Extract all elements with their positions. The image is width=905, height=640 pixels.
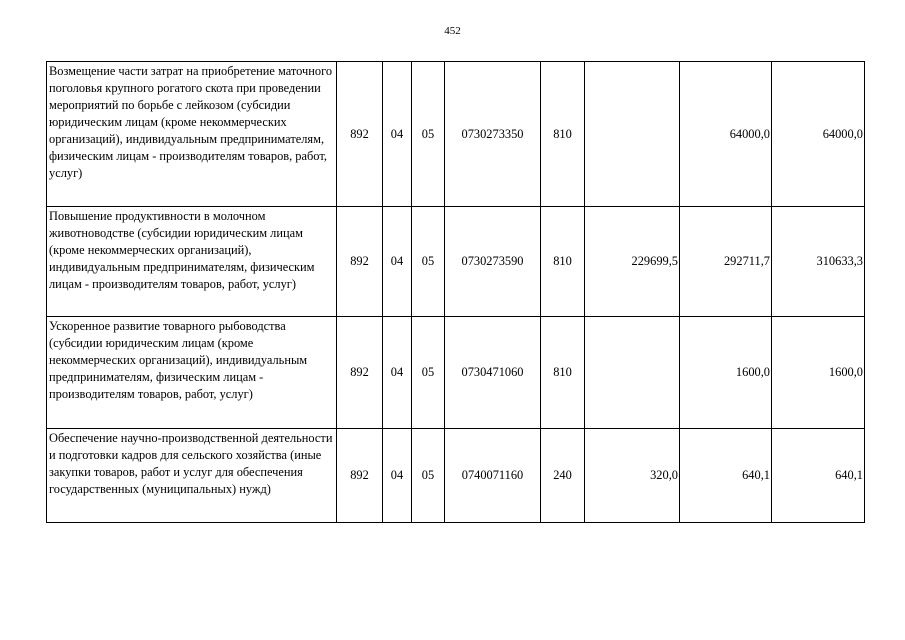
- table-row: [47, 207, 865, 317]
- target-item-code: 0730471060: [445, 317, 541, 429]
- subsection-code: 05: [412, 317, 445, 429]
- expense-type-code: 810: [541, 317, 585, 429]
- amount-cell-3: 640,1: [772, 429, 865, 523]
- amount-cell-1: 229699,5: [585, 207, 680, 317]
- amount-cell-3: 1600,0: [772, 317, 865, 429]
- section-code: 04: [383, 62, 412, 207]
- budget-table: [46, 61, 865, 523]
- row-description: Возмещение части затрат на приобретение маточного поголовья крупного рогатого скота при проведении мероприятий по борьбе с лейкозом (субсидии юридическим лицам (кроме некоммерческих организаций), индивидуальным предпринимателям, физическим лицам - производителям товаров, работ, услуг): [47, 62, 337, 207]
- table-row: [47, 62, 865, 207]
- row-description: Повышение продуктивности в молочном животноводстве (субсидии юридическим лицам (кроме некоммерческих организаций), индивидуальным предпринимателям, физическим лицам - производителям товаров, работ, услуг): [47, 207, 337, 317]
- target-item-code: 0730273590: [445, 207, 541, 317]
- amount-cell-2: 292711,7: [680, 207, 772, 317]
- amount-cell-3: 310633,3: [772, 207, 865, 317]
- ministry-code: 892: [337, 429, 383, 523]
- amount-cell-2: 64000,0: [680, 62, 772, 207]
- expense-type-code: 810: [541, 62, 585, 207]
- expense-type-code: 810: [541, 207, 585, 317]
- amount-cell-3: 64000,0: [772, 62, 865, 207]
- section-code: 04: [383, 317, 412, 429]
- ministry-code: 892: [337, 317, 383, 429]
- section-code: 04: [383, 429, 412, 523]
- table-row: [47, 429, 865, 523]
- amount-cell-2: 640,1: [680, 429, 772, 523]
- subsection-code: 05: [412, 62, 445, 207]
- row-description: Обеспечение научно-производственной деятельности и подготовки кадров для сельского хозяйства (иные закупки товаров, работ и услуг для обеспечения государственных (муниципальных) нужд): [47, 429, 337, 523]
- row-description: Ускоренное развитие товарного рыбоводства (субсидии юридическим лицам (кроме некоммерческих организаций), индивидуальным предпринимателям, физическим лицам - производителям товаров, работ, услуг): [47, 317, 337, 429]
- table-row: [47, 317, 865, 429]
- page-number: 452: [444, 25, 461, 37]
- amount-cell-1: [585, 62, 680, 207]
- target-item-code: 0730273350: [445, 62, 541, 207]
- subsection-code: 05: [412, 207, 445, 317]
- amount-cell-1: [585, 317, 680, 429]
- target-item-code: 0740071160: [445, 429, 541, 523]
- ministry-code: 892: [337, 62, 383, 207]
- subsection-code: 05: [412, 429, 445, 523]
- section-code: 04: [383, 207, 412, 317]
- ministry-code: 892: [337, 207, 383, 317]
- amount-cell-2: 1600,0: [680, 317, 772, 429]
- expense-type-code: 240: [541, 429, 585, 523]
- amount-cell-1: 320,0: [585, 429, 680, 523]
